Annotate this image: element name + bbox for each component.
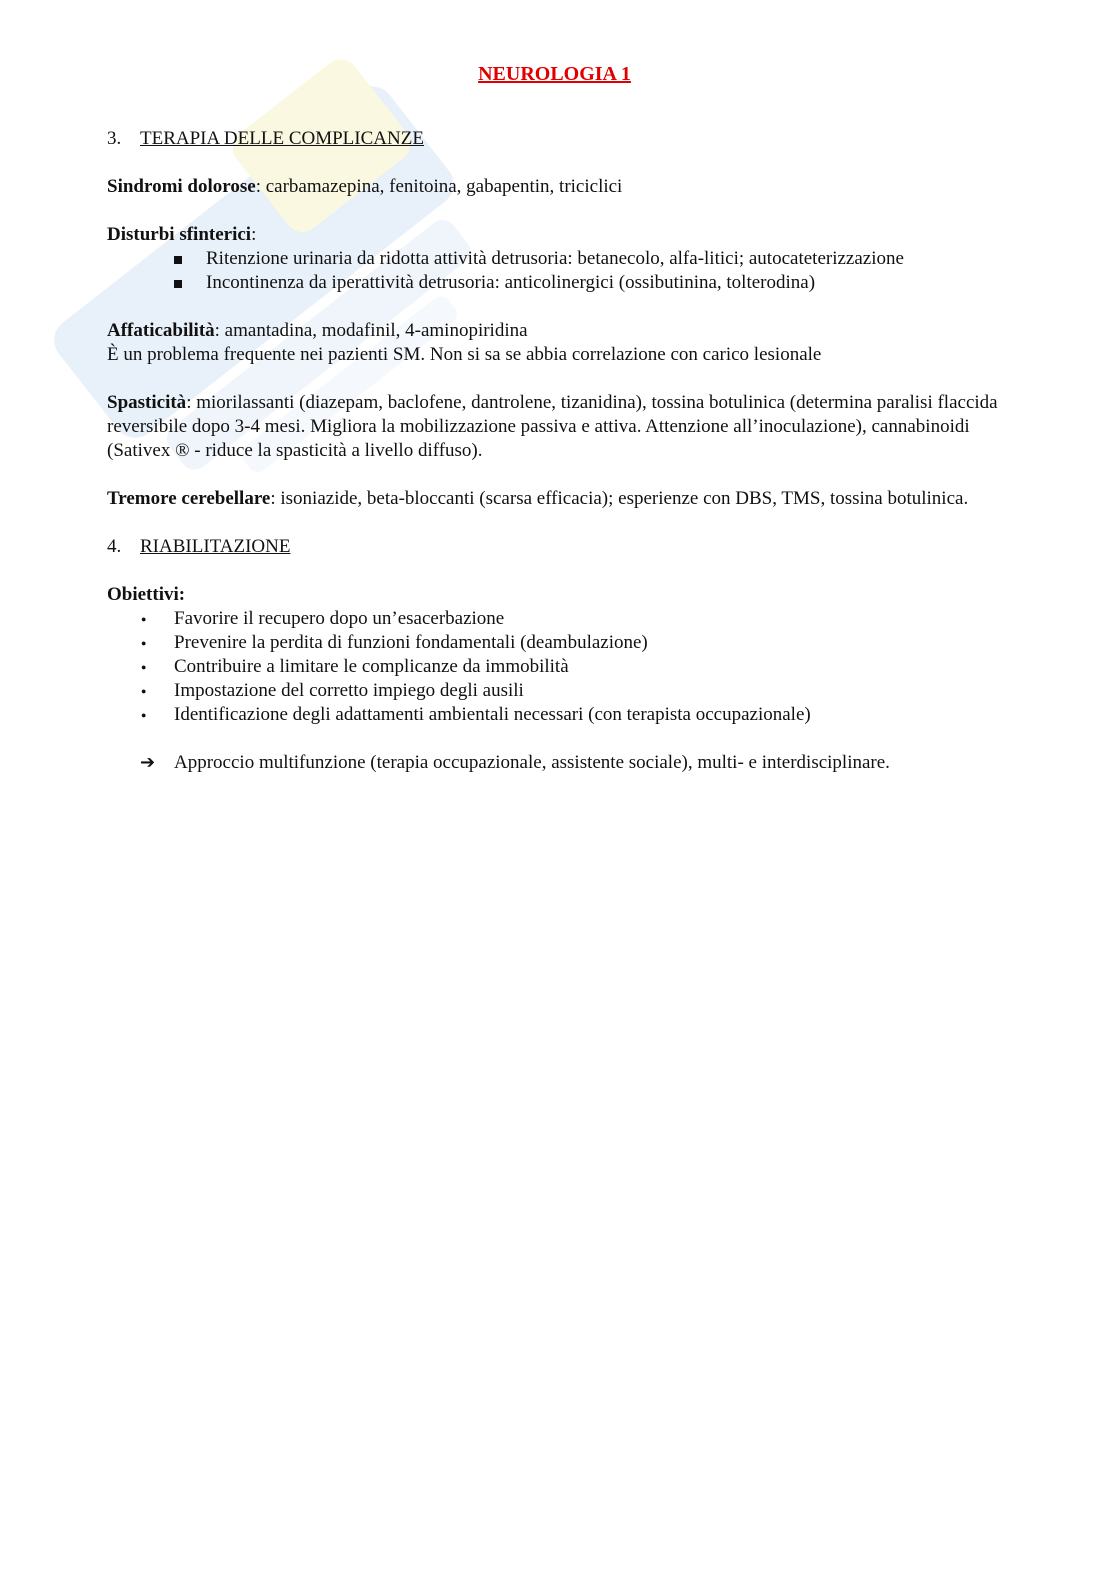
section-3-number: 3. (107, 128, 122, 149)
list-item-text: Identificazione degli adattamenti ambientali necessari (con terapista occupazionale) (174, 704, 811, 725)
square-bullet-icon (174, 280, 182, 288)
document-body (107, 62, 1007, 775)
list-item-text: Ritenzione urinaria da ridotta attività detrusoria: betanecolo, alfa-litici; autocateterizzazione (206, 248, 904, 269)
list-item (107, 607, 1007, 631)
section-3-heading (107, 127, 1007, 151)
dot-bullet-icon: ● (141, 614, 147, 624)
list-item (107, 631, 1007, 655)
list-item-text: Incontinenza da iperattività detrusoria: anticolinergici (ossibutinina, tolterodina) (206, 272, 816, 293)
disturbi-label: Disturbi sfinterici (107, 224, 252, 245)
approccio-line (107, 751, 1007, 775)
list-item-text: Favorire il recupero dopo un’esacerbazione (174, 608, 505, 629)
section-4-title: RIABILITAZIONE (140, 536, 291, 557)
list-item (107, 703, 1007, 727)
spasticita-label: Spasticità (107, 392, 187, 413)
spasticita-text: : miorilassanti (diazepam, baclofene, dantrolene, tizanidina), tossina botulinica (determina paralisi flaccida reversibile dopo 3-4 mesi. Migliora la mobilizzazione passiva e attiva. Attenzione all’inoculazione), cannabinoidi (Sativex ® - riduce la spasticità a livello diffuso). (107, 392, 998, 461)
affaticabilita-label: Affaticabilità (107, 320, 215, 341)
list-item (107, 655, 1007, 679)
section-4-heading (107, 535, 1007, 559)
tremore-paragraph (107, 487, 1007, 511)
dot-bullet-icon: ● (141, 638, 147, 648)
sindromi-label: Sindromi dolorose (107, 176, 256, 197)
affaticabilita-paragraph (107, 319, 1007, 367)
list-item-text: Impostazione del corretto impiego degli ausili (174, 680, 524, 701)
list-item-text: Contribuire a limitare le complicanze da immobilità (174, 656, 569, 677)
disturbi-text: : (251, 224, 257, 245)
affaticabilita-line-1 (107, 319, 1007, 343)
obiettivi-list (107, 607, 1007, 727)
tremore-text: : isoniazide, beta-bloccanti (scarsa efficacia); esperienze con DBS, TMS, tossina botulinica. (270, 488, 969, 509)
approccio-text: Approccio multifunzione (terapia occupazionale, assistente sociale), multi- e interdisciplinare. (174, 752, 890, 773)
section-3-title: TERAPIA DELLE COMPLICANZE (140, 128, 424, 149)
tremore-label: Tremore cerebellare (107, 488, 271, 509)
disturbi-list (107, 247, 1007, 295)
list-item (107, 247, 1007, 271)
document-title: NEUROLOGIA 1 (478, 63, 631, 85)
square-bullet-icon (174, 256, 182, 264)
dot-bullet-icon: ● (141, 686, 147, 696)
list-item (107, 679, 1007, 703)
sindromi-text: : carbamazepina, fenitoina, gabapentin, triciclici (255, 176, 623, 197)
affaticabilita-line-2: È un problema frequente nei pazienti SM. Non si sa se abbia correlazione con carico lesionale (107, 344, 822, 365)
obiettivi-label: Obiettivi: (107, 584, 186, 605)
sindromi-paragraph (107, 175, 1007, 199)
list-item (107, 271, 1007, 295)
list-item-text: Prevenire la perdita di funzioni fondamentali (deambulazione) (174, 632, 648, 653)
dot-bullet-icon: ● (141, 710, 147, 720)
arrow-right-icon: ➔ (140, 752, 156, 773)
disturbi-heading (107, 223, 1007, 247)
affaticabilita-text: : amantadina, modafinil, 4-aminopiridina (214, 320, 528, 341)
spasticita-paragraph (107, 391, 1007, 463)
dot-bullet-icon: ● (141, 662, 147, 672)
section-4-number: 4. (107, 536, 122, 557)
